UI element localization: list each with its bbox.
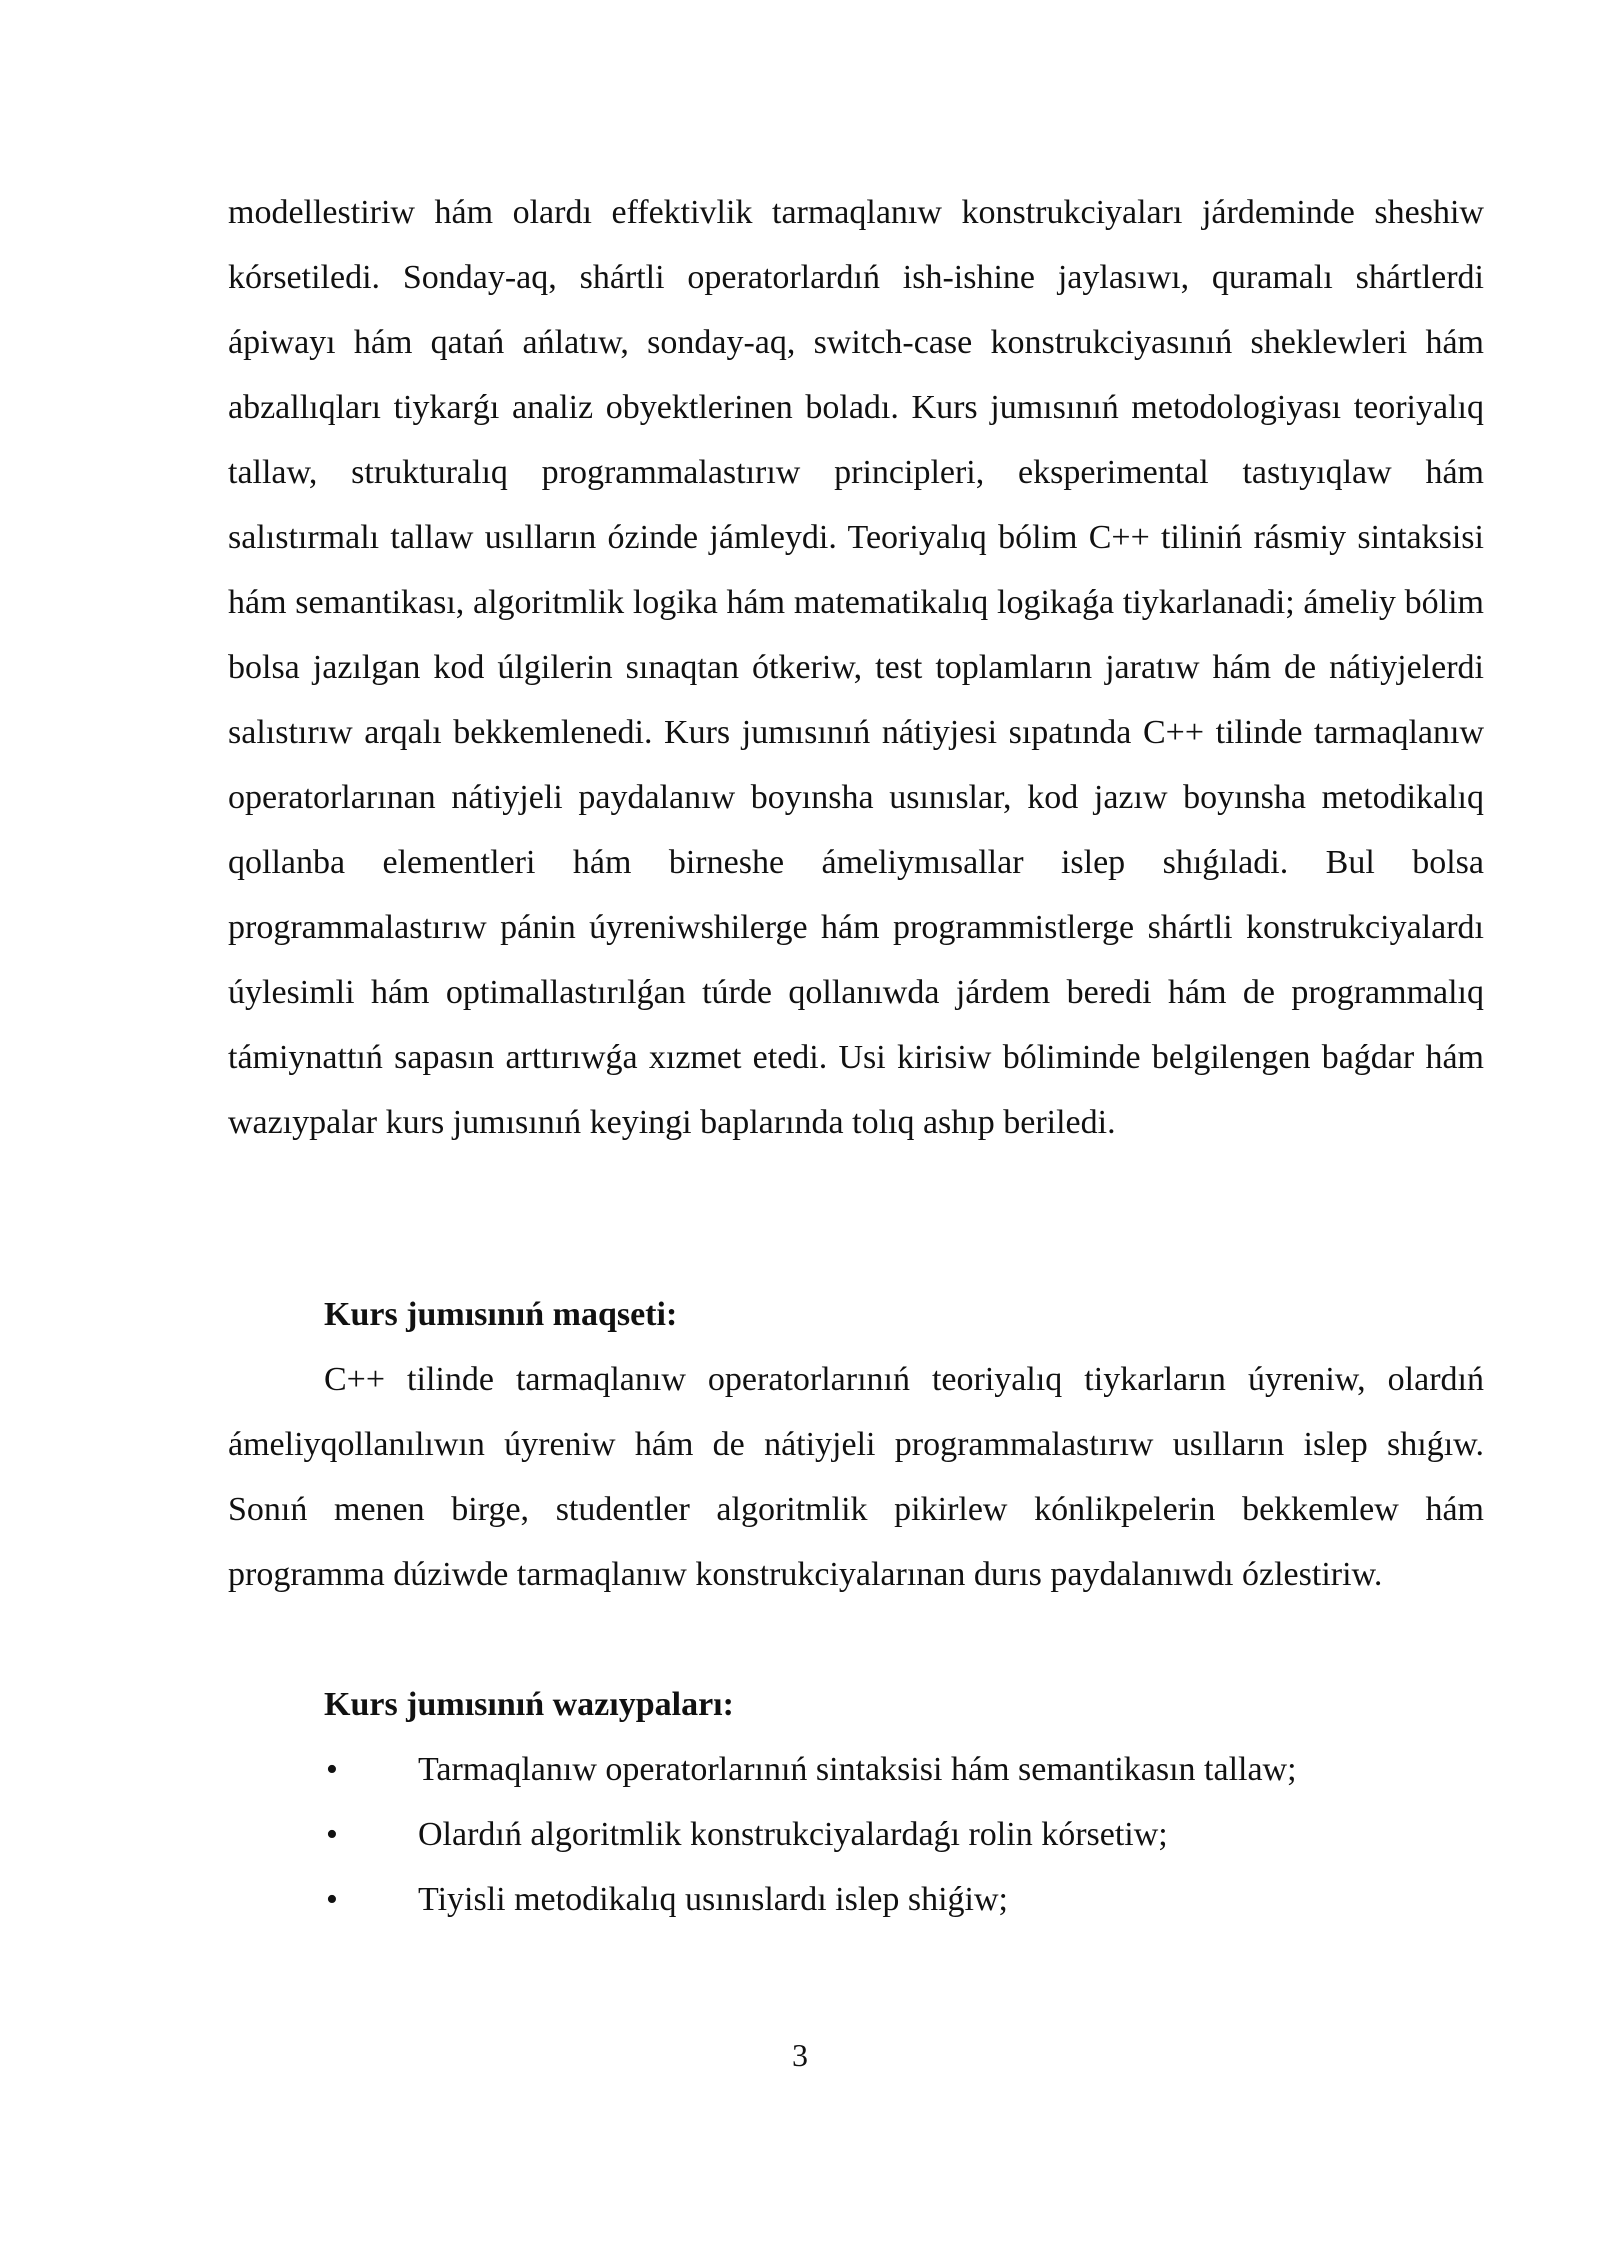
intro-continuation-paragraph: modellestiriw hám olardı effektivlik tarmaqlanıw konstrukciyaları járdeminde sheshiw kórsetiledi. Sonday-aq, shártli operatorlardıń ish-ishine jaylasıwı, quramalı shártlerdi ápiwayı hám qatań ańlatıw, sonday-aq, switch-case konstrukciyasınıń sheklewleri hám abzallıqları tiykarǵı analiz obyektlerinen boladı. Kurs jumısınıń metodologiyası teoriyalıq tallaw, strukturalıq programmalastırıw principleri, eksperimental tastıyıqlaw hám salıstırmalı tallaw usılların ózinde jámleydi. Teoriyalıq bólim C++ tiliniń rásmiy sintaksisi hám semantikası, algoritmlik logika hám matematikalıq logikaǵa tiykarlanadi; ámeliy bólim bolsa jazılgan kod úlgilerin sınaqtan ótkeriw, test toplamların jaratıw hám de nátiyjelerdi salıstırıw arqalı bekkemlenedi. Kurs jumısınıń nátiyjesi sıpatında C++ tilinde tarmaqlanıw operatorlarınan nátiyjeli paydalanıw boyınsha usınıslar, kod jazıw boyınsha metodikalıq qollanba elementleri hám birneshe ámeliymısallar islep shıǵıladi. Bul bolsa programmalastırıw pánin úyreniwshilerge hám programmistlerge shártli konstrukciyalardı úylesimli hám optimallastırılǵan túrde qollanıwda járdem beredi hám de programmalıq támiynattıń sapasın arttırıwǵa xızmet etedi. Usi kirisiw bóliminde belgilengen baǵdar hám wazıypalar kurs jumısınıń keyingi baplarında tolıq ashıp beriledi. — [228, 194, 1484, 1141]
goal-heading: Kurs jumısınıń maqseti: — [324, 1296, 678, 1333]
list-item — [228, 1802, 1484, 1867]
task-text: Tarmaqlanıw operatorlarınıń sintaksisi hám semantikasın tallaw; — [418, 1751, 1297, 1788]
list-item — [228, 1737, 1484, 1802]
goal-paragraph: C++ tilinde tarmaqlanıw operatorlarınıń teoriyalıq tiykarların úyreniw, olardıń ámeliyqollanılıwın úyreniw hám de nátiyjeli programmalastırıw usılların islep shıǵıw. Sonıń menen birge, studentler algoritmlik pikirlew kónlikpelerin bekkemlew hám programma dúziwde tarmaqlanıw konstrukciyalarınan durıs paydalanıwdı ózlestiriw. — [228, 1361, 1484, 1593]
page-number: 3 — [792, 2037, 808, 2073]
bullet-icon: • — [326, 1881, 338, 1918]
bullet-icon: • — [326, 1751, 338, 1788]
task-text: Olardıń algoritmlik konstrukciyalardaǵı rolin kórsetiw; — [418, 1816, 1168, 1853]
list-item — [228, 1867, 1484, 1932]
task-text: Tiyisli metodikalıq usınıslardı islep shiǵiw; — [418, 1881, 1009, 1918]
tasks-heading: Kurs jumısınıń wazıypaları: — [324, 1686, 734, 1723]
bullet-icon: • — [326, 1816, 338, 1853]
tasks-list — [228, 1737, 1484, 1932]
